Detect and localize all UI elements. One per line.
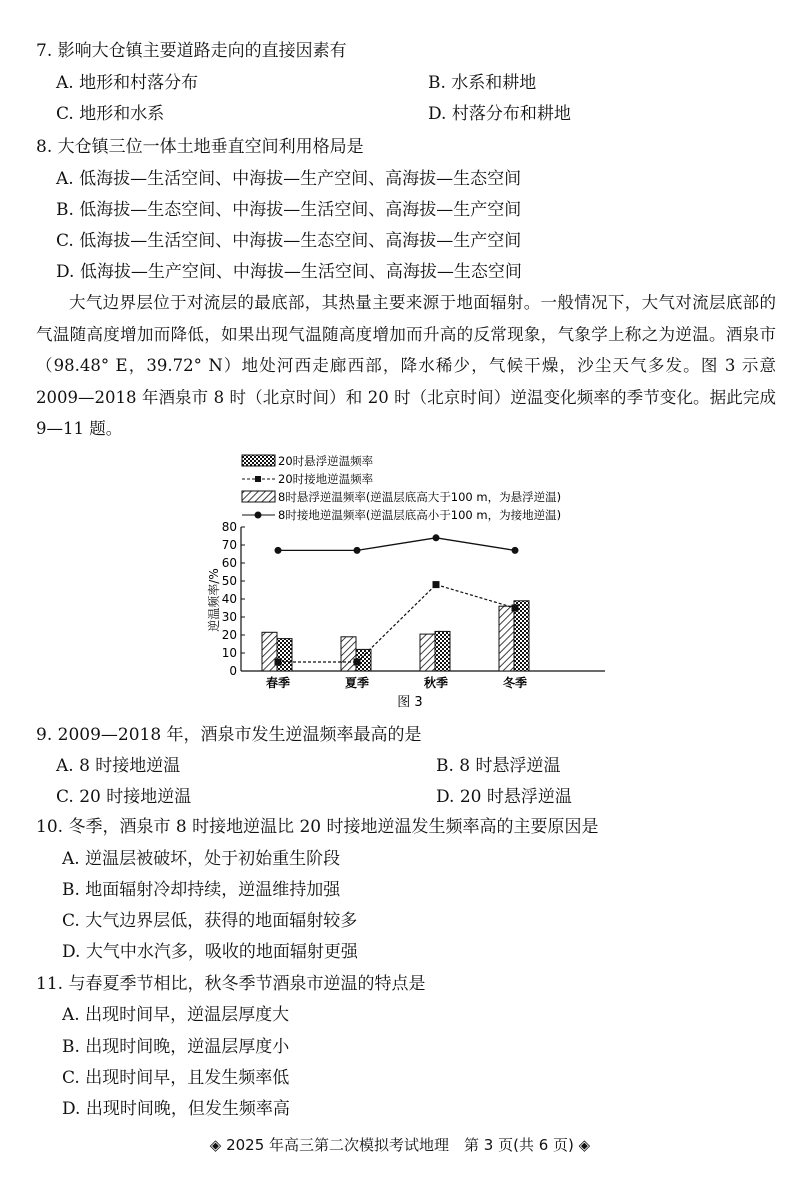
bar-20h-suspended	[435, 631, 450, 671]
question-7-option-b: B. 水系和耕地	[428, 73, 537, 93]
x-tick-label: 冬季	[502, 676, 528, 690]
question-8-stem: 8. 大仓镇三位一体土地垂直空间利用格局是	[36, 137, 364, 157]
question-11-option-a: A. 出现时间早，逆温层厚度大	[62, 1005, 290, 1025]
question-10-option-d: D. 大气中水汽多，吸收的地面辐射更强	[62, 942, 358, 962]
y-tick-label: 70	[221, 538, 237, 552]
page-footer	[0, 1134, 800, 1155]
bar-8h-suspended	[341, 637, 356, 671]
question-9-option-d: D. 20 时悬浮逆温	[436, 787, 572, 807]
question-8-option-c: C. 低海拔—生活空间、中海拔—生态空间、高海拔—生产空间	[56, 231, 522, 251]
diamond-icon: ◈	[209, 1136, 227, 1154]
legend-label: 8时接地逆温频率(逆温层底高小于100 m，为接地逆温)	[278, 508, 562, 522]
y-tick-label: 60	[221, 556, 237, 570]
y-tick-label: 40	[221, 592, 237, 606]
question-7-stem: 7. 影响大仓镇主要道路走向的直接因素有	[36, 41, 347, 61]
question-8-option-b: B. 低海拔—生态空间、中海拔—生活空间、高海拔—生产空间	[56, 200, 522, 220]
question-11-stem: 11. 与春夏季节相比，秋冬季节酒泉市逆温的特点是	[36, 974, 426, 994]
marker-8h-ground	[433, 534, 440, 541]
chart-lines	[275, 534, 519, 665]
question-9-option-c: C. 20 时接地逆温	[56, 787, 192, 807]
y-tick-label: 20	[221, 628, 237, 642]
question-7-option-c: C. 地形和水系	[56, 104, 165, 124]
question-8-option-d: D. 低海拔—生产空间、中海拔—生活空间、高海拔—生态空间	[56, 262, 522, 282]
x-tick-label: 春季	[265, 676, 291, 690]
reading-passage: 大气边界层位于对流层的最底部，其热量主要来源于地面辐射。一般情况下，大气对流层底部的气温随高度增加而降低，如果出现气温随高度增加而升高的反常现象，气象学上称之为逆温。酒泉市（98.48° E，39.72° N）地处河西走廊西部，降水稀少，气候干燥，沙尘天气多发。图 3 示意 2009—2018 年酒泉市 8 时（北京时间）和 20 时（北京时间）逆温变化频率的季节变化。据此完成 9—11 题。	[36, 293, 776, 439]
question-10-stem: 10. 冬季，酒泉市 8 时接地逆温比 20 时接地逆温发生频率高的主要原因是	[36, 817, 599, 837]
marker-8h-ground	[275, 547, 282, 554]
question-9-stem: 9. 2009—2018 年，酒泉市发生逆温频率最高的是	[36, 725, 422, 745]
marker-20h-ground	[433, 581, 440, 588]
x-tick-label: 夏季	[344, 676, 370, 690]
chart-legend	[242, 454, 561, 522]
question-8-option-a: A. 低海拔—生活空间、中海拔—生产空间、高海拔—生态空间	[56, 169, 522, 189]
question-7-option-d: D. 村落分布和耕地	[428, 104, 571, 124]
marker-8h-ground	[512, 547, 519, 554]
marker-8h-ground	[354, 547, 361, 554]
legend-marker-8h-ground	[255, 512, 262, 519]
question-10-option-c: C. 大气边界层低，获得的地面辐射较多	[62, 911, 358, 931]
y-tick-label: 50	[221, 574, 237, 588]
legend-label: 20时悬浮逆温频率	[278, 454, 374, 468]
line-8h-ground	[278, 538, 515, 551]
legend-label: 8时悬浮逆温频率(逆温层底高大于100 m，为悬浮逆温)	[278, 490, 562, 504]
line-20h-ground	[278, 585, 515, 662]
legend-swatch-20h-suspended	[242, 455, 275, 466]
footer-text: 2025 年高三第二次模拟考试地理 第 3 页(共 6 页)	[226, 1136, 574, 1154]
inversion-frequency-chart	[200, 450, 620, 710]
bar-20h-suspended	[277, 639, 292, 671]
legend-swatch-8h-suspended	[242, 491, 275, 502]
y-tick-label: 30	[221, 610, 237, 624]
question-9-option-b: B. 8 时悬浮逆温	[436, 756, 561, 776]
y-tick-label: 80	[221, 520, 237, 534]
marker-20h-ground	[512, 605, 519, 612]
legend-label: 20时接地逆温频率	[278, 472, 374, 486]
x-tick-label: 秋季	[423, 676, 449, 690]
question-11-option-c: C. 出现时间早，且发生频率低	[62, 1068, 290, 1088]
question-7-option-a: A. 地形和村落分布	[56, 73, 199, 93]
marker-20h-ground	[354, 659, 361, 666]
figure-caption: 图 3	[397, 695, 423, 710]
bar-8h-suspended	[420, 634, 435, 671]
y-axis-label: 逆温频率/%	[207, 568, 221, 632]
question-9-option-a: A. 8 时接地逆温	[56, 756, 181, 776]
bar-8h-suspended	[499, 606, 514, 671]
chart-bars	[262, 601, 529, 671]
question-11-option-b: B. 出现时间晚，逆温层厚度小	[62, 1037, 290, 1057]
y-tick-label: 0	[229, 664, 237, 678]
question-10-option-a: A. 逆温层被破坏，处于初始重生阶段	[62, 849, 341, 869]
marker-20h-ground	[275, 659, 282, 666]
y-tick-label: 10	[221, 646, 237, 660]
question-10-option-b: B. 地面辐射冷却持续，逆温维持加强	[62, 880, 341, 900]
diamond-icon: ◈	[573, 1136, 591, 1154]
legend-marker-20h-ground	[255, 476, 261, 482]
question-11-option-d: D. 出现时间晚，但发生频率高	[62, 1099, 290, 1119]
